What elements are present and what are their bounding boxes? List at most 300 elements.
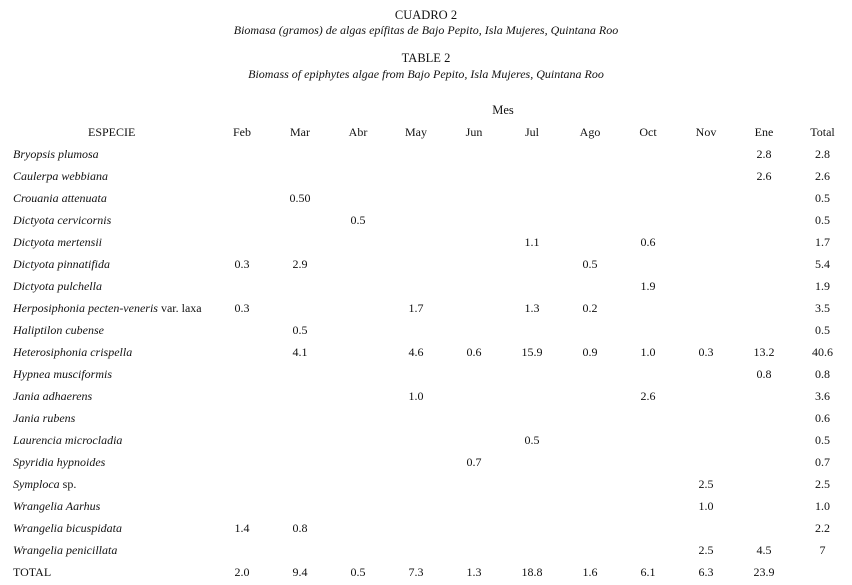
table-row [8, 407, 852, 429]
biomass-value-cell [271, 429, 329, 451]
table-row [8, 231, 852, 253]
species-qualifier: sp. [62, 476, 77, 491]
species-name: Bryopsis plumosa [13, 146, 99, 161]
biomass-value-cell [503, 319, 561, 341]
biomass-value-cell [329, 451, 387, 473]
month-header: Nov [695, 124, 717, 139]
biomass-value-cell [735, 319, 793, 341]
biomass-value-cell [445, 297, 503, 319]
row-total-cell: 2.2 [815, 520, 830, 535]
species-cell [8, 231, 213, 253]
biomass-value-cell: 0.50 [289, 190, 311, 205]
table-body [8, 143, 852, 583]
biomass-value-cell [677, 165, 735, 187]
row-total-cell: 0.5 [815, 322, 830, 337]
species-name: Haliptilon cubense [13, 322, 104, 337]
biomass-value-cell: 2.6 [756, 168, 772, 183]
biomass-value-cell [561, 209, 619, 231]
species-qualifier: var. laxa [160, 300, 202, 315]
biomass-value-cell [445, 319, 503, 341]
biomass-value-cell [387, 517, 445, 539]
biomass-value-cell [271, 385, 329, 407]
biomass-value-cell [561, 517, 619, 539]
biomass-value-cell [619, 319, 677, 341]
table-row [8, 319, 852, 341]
biomass-value-cell [213, 363, 271, 385]
species-name: Herposiphonia pecten-veneris [13, 300, 158, 315]
biomass-value-cell: 1.0 [698, 498, 714, 513]
biomass-value-cell: 1.1 [524, 234, 540, 249]
biomass-value-cell [213, 231, 271, 253]
biomass-value-cell [677, 517, 735, 539]
biomass-value-cell [735, 407, 793, 429]
month-total-cell: 1.3 [466, 564, 482, 579]
biomass-value-cell [735, 385, 793, 407]
row-total-cell: 0.5 [815, 432, 830, 447]
biomass-value-cell [561, 165, 619, 187]
row-total-cell: 2.5 [815, 476, 830, 491]
species-name: Jania rubens [13, 410, 76, 425]
biomass-value-cell [561, 539, 619, 561]
biomass-value-cell [677, 253, 735, 275]
biomass-value-cell [503, 495, 561, 517]
biomass-value-cell [619, 363, 677, 385]
month-header: Jul [524, 124, 539, 139]
biomass-value-cell [213, 451, 271, 473]
table-row [8, 275, 852, 297]
biomass-value-cell [445, 275, 503, 297]
table-row [8, 165, 852, 187]
biomass-value-cell [445, 187, 503, 209]
biomass-value-cell: 0.3 [234, 300, 250, 315]
biomass-value-cell [445, 231, 503, 253]
species-name: Dictyota pinnatifida [13, 256, 110, 271]
biomass-value-cell [213, 143, 271, 165]
biomass-value-cell: 0.5 [582, 256, 598, 271]
biomass-value-cell [677, 385, 735, 407]
table-row [8, 451, 852, 473]
row-total-cell: 2.8 [815, 146, 830, 161]
species-cell [8, 407, 213, 429]
species-cell [8, 253, 213, 275]
table-row [8, 209, 852, 231]
table-row [8, 143, 852, 165]
month-total-cell: 9.4 [292, 564, 308, 579]
table-row [8, 253, 852, 275]
biomass-value-cell: 4.1 [292, 344, 308, 359]
biomass-value-cell: 0.5 [524, 432, 540, 447]
biomass-value-cell [445, 495, 503, 517]
biomass-value-cell: 0.2 [582, 300, 598, 315]
biomass-value-cell [503, 473, 561, 495]
species-cell [8, 495, 213, 517]
biomass-value-cell [677, 209, 735, 231]
biomass-value-cell [677, 231, 735, 253]
species-cell [8, 275, 213, 297]
biomass-value-cell [735, 275, 793, 297]
biomass-value-cell: 2.9 [292, 256, 308, 271]
row-total-cell: 1.7 [815, 234, 830, 249]
biomass-value-cell [445, 385, 503, 407]
species-cell [8, 187, 213, 209]
table-row [8, 539, 852, 561]
table-title-en: Biomass of epiphytes algae from Bajo Pepito, Isla Mujeres, Quintana Roo [248, 67, 604, 81]
biomass-value-cell [213, 209, 271, 231]
biomass-value-cell [445, 429, 503, 451]
biomass-value-cell: 0.3 [234, 256, 250, 271]
biomass-value-cell [677, 451, 735, 473]
biomass-value-cell [445, 143, 503, 165]
biomass-value-cell [213, 187, 271, 209]
biomass-value-cell [329, 253, 387, 275]
totals-label: TOTAL [13, 564, 52, 579]
biomass-value-cell [503, 517, 561, 539]
species-cell [8, 319, 213, 341]
biomass-value-cell [503, 165, 561, 187]
biomass-value-cell [503, 363, 561, 385]
table-row [8, 187, 852, 209]
biomass-value-cell [387, 275, 445, 297]
species-cell [8, 165, 213, 187]
biomass-value-cell [271, 231, 329, 253]
species-cell [8, 143, 213, 165]
biomass-value-cell [561, 231, 619, 253]
biomass-value-cell [503, 187, 561, 209]
biomass-value-cell [503, 253, 561, 275]
biomass-value-cell [271, 539, 329, 561]
month-header: Feb [233, 124, 251, 139]
biomass-value-cell [213, 385, 271, 407]
month-header: Mar [290, 124, 310, 139]
biomass-value-cell [329, 187, 387, 209]
biomass-value-cell [271, 473, 329, 495]
row-total-cell: 3.6 [815, 388, 830, 403]
month-total-cell: 7.3 [408, 564, 424, 579]
biomass-value-cell [271, 275, 329, 297]
biomass-value-cell [329, 363, 387, 385]
species-cell [8, 451, 213, 473]
biomass-value-cell [619, 143, 677, 165]
biomass-value-cell [213, 319, 271, 341]
month-total-cell: 18.8 [521, 564, 543, 579]
biomass-value-cell [329, 407, 387, 429]
biomass-value-cell [561, 143, 619, 165]
biomass-value-cell [619, 429, 677, 451]
table-row [8, 495, 852, 517]
biomass-value-cell [677, 429, 735, 451]
species-column-header: ESPECIE [88, 124, 136, 139]
biomass-value-cell [213, 473, 271, 495]
biomass-value-cell: 0.6 [640, 234, 656, 249]
biomass-value-cell [677, 363, 735, 385]
month-header: Jun [465, 124, 483, 139]
biomass-value-cell: 1.4 [234, 520, 250, 535]
biomass-value-cell: 13.2 [753, 344, 775, 359]
biomass-value-cell [213, 275, 271, 297]
biomass-value-cell [213, 341, 271, 363]
biomass-value-cell [329, 231, 387, 253]
species-cell [8, 297, 213, 319]
biomass-value-cell [561, 275, 619, 297]
biomass-value-cell [619, 209, 677, 231]
biomass-value-cell [503, 143, 561, 165]
biomass-value-cell [271, 495, 329, 517]
biomass-value-cell [677, 407, 735, 429]
species-name: Crouania attenuata [13, 190, 107, 205]
table-label-es: CUADRO 2 [394, 8, 458, 22]
row-total-cell: 3.5 [815, 300, 830, 315]
biomass-value-cell [329, 429, 387, 451]
biomass-value-cell [271, 407, 329, 429]
biomass-value-cell [445, 473, 503, 495]
species-name: Hypnea musciformis [13, 366, 112, 381]
biomass-value-cell: 0.7 [466, 454, 482, 469]
biomass-value-cell [387, 429, 445, 451]
species-name: Symploca [13, 476, 60, 491]
biomass-value-cell: 0.8 [292, 520, 308, 535]
biomass-value-cell: 1.0 [640, 344, 656, 359]
table-row [8, 385, 852, 407]
biomass-value-cell [561, 495, 619, 517]
header-row [8, 121, 852, 143]
biomass-value-cell [677, 143, 735, 165]
biomass-value-cell [619, 165, 677, 187]
biomass-value-cell [271, 451, 329, 473]
biomass-value-cell [677, 187, 735, 209]
month-header: Ene [754, 124, 774, 139]
row-total-cell: 5.4 [815, 256, 830, 271]
biomass-value-cell [677, 319, 735, 341]
biomass-value-cell [387, 231, 445, 253]
biomass-value-cell [387, 473, 445, 495]
row-total-cell: 40.6 [812, 344, 833, 359]
table-row [8, 341, 852, 363]
table-label-en: TABLE 2 [401, 51, 451, 65]
biomass-value-cell [445, 407, 503, 429]
biomass-value-cell [271, 209, 329, 231]
biomass-value-cell [735, 209, 793, 231]
biomass-value-cell [561, 407, 619, 429]
month-total-cell: 0.5 [350, 564, 366, 579]
row-total-cell: 7 [819, 542, 826, 557]
biomass-value-cell [561, 187, 619, 209]
biomass-value-cell [735, 187, 793, 209]
row-total-cell: 0.6 [815, 410, 830, 425]
biomass-value-cell [445, 165, 503, 187]
species-cell [8, 363, 213, 385]
biomass-value-cell [387, 209, 445, 231]
biomass-value-cell [387, 165, 445, 187]
biomass-value-cell [387, 363, 445, 385]
biomass-value-cell [271, 363, 329, 385]
species-name: Wrangelia Aarhus [13, 498, 101, 513]
species-name: Wrangelia penicillata [13, 542, 118, 557]
biomass-value-cell [619, 297, 677, 319]
month-total-cell: 1.6 [582, 564, 598, 579]
species-name: Wrangelia bicuspidata [13, 520, 122, 535]
biomass-value-cell [445, 209, 503, 231]
row-total-cell: 0.5 [815, 212, 830, 227]
biomass-value-cell: 1.7 [408, 300, 424, 315]
biomass-value-cell [503, 275, 561, 297]
biomass-value-cell [735, 429, 793, 451]
biomass-value-cell [561, 451, 619, 473]
species-cell [8, 209, 213, 231]
biomass-value-cell [387, 319, 445, 341]
biomass-value-cell [735, 253, 793, 275]
month-header: Oct [639, 124, 657, 139]
biomass-value-cell: 0.8 [756, 366, 772, 381]
month-total-cell: 2.0 [234, 564, 250, 579]
biomass-value-cell [329, 319, 387, 341]
month-header: May [405, 124, 427, 139]
month-header: Ago [579, 124, 601, 139]
biomass-value-cell [677, 297, 735, 319]
row-total-cell: 0.8 [815, 366, 830, 381]
species-cell [8, 539, 213, 561]
species-cell [8, 429, 213, 451]
biomass-value-cell [561, 385, 619, 407]
biomass-value-cell [619, 495, 677, 517]
biomass-value-cell: 0.3 [698, 344, 714, 359]
biomass-value-cell [213, 407, 271, 429]
biomass-value-cell: 1.9 [640, 278, 656, 293]
biomass-value-cell [735, 231, 793, 253]
biomass-value-cell: 2.6 [640, 388, 656, 403]
species-name: Dictyota cervicornis [13, 212, 112, 227]
biomass-value-cell [329, 495, 387, 517]
biomass-value-cell [387, 187, 445, 209]
biomass-value-cell [735, 495, 793, 517]
species-cell [8, 385, 213, 407]
biomass-value-cell [619, 253, 677, 275]
species-cell [8, 341, 213, 363]
species-name: Jania adhaerens [13, 388, 93, 403]
species-name: Dictyota pulchella [13, 278, 102, 293]
biomass-value-cell [445, 363, 503, 385]
biomass-value-cell: 0.5 [292, 322, 308, 337]
species-name: Dictyota mertensii [13, 234, 102, 249]
biomass-value-cell [271, 297, 329, 319]
biomass-value-cell [619, 473, 677, 495]
biomass-value-cell [619, 187, 677, 209]
biomass-value-cell: 2.5 [698, 476, 714, 491]
row-total-cell: 1.0 [815, 498, 830, 513]
month-total-cell: 23.9 [753, 564, 775, 579]
biomass-value-cell [445, 517, 503, 539]
biomass-value-cell [619, 539, 677, 561]
table-row [8, 517, 852, 539]
total-column-header: Total [810, 124, 835, 139]
biomass-value-cell [619, 451, 677, 473]
month-total-cell: 6.3 [698, 564, 714, 579]
biomass-value-cell: 4.6 [408, 344, 424, 359]
biomass-value-cell [329, 297, 387, 319]
totals-row [8, 561, 852, 583]
biomass-value-cell: 2.5 [698, 542, 714, 557]
biomass-value-cell [735, 473, 793, 495]
biomass-value-cell [329, 165, 387, 187]
biomass-value-cell [329, 473, 387, 495]
biomass-value-cell [503, 385, 561, 407]
biomass-table [8, 121, 852, 583]
biomass-value-cell [619, 407, 677, 429]
biomass-value-cell [735, 297, 793, 319]
table-title-es: Biomasa (gramos) de algas epífitas de Bajo Pepito, Isla Mujeres, Quintana Roo [233, 23, 619, 37]
row-total-cell: 0.5 [815, 190, 830, 205]
table-row [8, 363, 852, 385]
biomass-value-cell: 0.5 [350, 212, 366, 227]
biomass-value-cell [329, 517, 387, 539]
biomass-value-cell [503, 407, 561, 429]
table-row [8, 297, 852, 319]
biomass-value-cell [561, 473, 619, 495]
biomass-value-cell [213, 429, 271, 451]
species-name: Spyridia hypnoides [13, 454, 106, 469]
biomass-value-cell [329, 539, 387, 561]
row-total-cell: 2.6 [815, 168, 830, 183]
biomass-value-cell [503, 451, 561, 473]
biomass-value-cell [213, 165, 271, 187]
biomass-value-cell [561, 429, 619, 451]
biomass-value-cell [329, 341, 387, 363]
biomass-value-cell: 15.9 [521, 344, 543, 359]
grand-total-cell [793, 561, 852, 583]
biomass-value-cell [213, 495, 271, 517]
biomass-value-cell [387, 253, 445, 275]
row-total-cell: 1.9 [815, 278, 830, 293]
biomass-value-cell [503, 209, 561, 231]
biomass-value-cell [387, 495, 445, 517]
species-name: Laurencia microcladia [13, 432, 123, 447]
biomass-value-cell [271, 165, 329, 187]
species-name: Caulerpa webbiana [13, 168, 108, 183]
biomass-value-cell: 1.0 [408, 388, 424, 403]
biomass-value-cell [387, 407, 445, 429]
biomass-value-cell [329, 143, 387, 165]
table-row [8, 429, 852, 451]
biomass-value-cell [387, 143, 445, 165]
biomass-value-cell: 0.6 [466, 344, 482, 359]
month-spanner-header: Mes [492, 103, 514, 117]
biomass-value-cell [445, 539, 503, 561]
biomass-value-cell [619, 517, 677, 539]
month-header: Abr [348, 124, 368, 139]
biomass-value-cell [445, 253, 503, 275]
species-cell [8, 517, 213, 539]
biomass-value-cell [561, 319, 619, 341]
biomass-value-cell [735, 451, 793, 473]
species-cell [8, 473, 213, 495]
biomass-value-cell [329, 385, 387, 407]
biomass-value-cell [561, 363, 619, 385]
biomass-value-cell: 4.5 [756, 542, 772, 557]
row-total-cell: 0.7 [815, 454, 830, 469]
biomass-value-cell: 1.3 [524, 300, 540, 315]
species-name: Heterosiphonia crispella [13, 344, 133, 359]
table-row [8, 473, 852, 495]
biomass-value-cell [387, 539, 445, 561]
biomass-value-cell [503, 539, 561, 561]
biomass-value-cell [677, 275, 735, 297]
biomass-value-cell: 0.9 [582, 344, 598, 359]
biomass-value-cell: 2.8 [756, 146, 772, 161]
biomass-value-cell [213, 539, 271, 561]
biomass-value-cell [735, 517, 793, 539]
biomass-value-cell [329, 275, 387, 297]
biomass-value-cell [271, 143, 329, 165]
biomass-value-cell [387, 451, 445, 473]
